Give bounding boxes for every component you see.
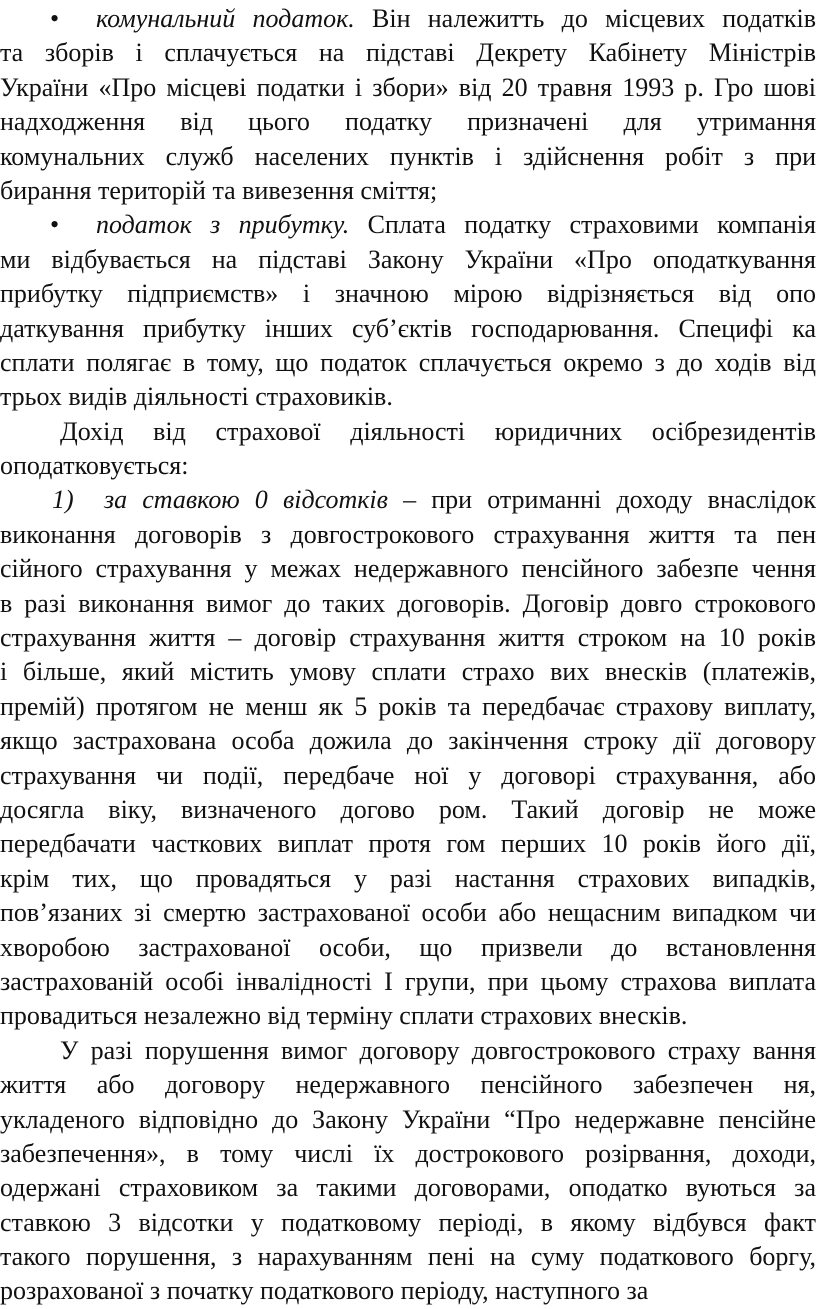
- italic-term: за ставкою 0 відсотків: [103, 485, 388, 515]
- text-line: провадиться незалежно від терміну сплати страхових внесків.: [0, 1001, 688, 1031]
- text-line: ставкою 3 відсотки у податковому періоді, в якому відбувся факт: [0, 1207, 816, 1237]
- text-line: виконання договорів з довгострокового страхування життя та пен: [0, 519, 816, 549]
- text-line: України «Про місцеві податки і збори» від 20 травня 1993 р. Гро шові: [0, 72, 816, 102]
- text-line: даткування прибутку інших суб’єктів господарювання. Специфі ка: [0, 313, 816, 343]
- text-line: хворобою застрахованої особи, що призвели до встановлення: [0, 932, 816, 962]
- bullet-icon: •: [50, 210, 60, 240]
- text-line: прибутку підприємств» і значною мірою відрізняється від опо: [0, 279, 816, 309]
- text-line: якщо застрахована особа дожила до закінчення строку дії договору: [0, 726, 816, 756]
- text-line: в разі виконання вимог до таких договорів. Договір довго строкового: [0, 588, 816, 618]
- text-line: страхування життя – договір страхування життя строком на 10 років: [0, 623, 816, 653]
- text-line: розрахованої з початку податкового періоду, наступного за: [0, 1276, 649, 1306]
- text-line: досягла віку, визначеного догово ром. Такий договір не може: [0, 794, 816, 824]
- text-line: бирання територій та вивезення сміття;: [0, 175, 438, 205]
- text-line: життя або договору недержавного пенсійного забезпечен ня,: [0, 1070, 816, 1100]
- text-line: премій) протягом не менш як 5 років та передбачає страхову виплату,: [0, 691, 816, 721]
- text-line: укладеного відповідно до Закону України “Про недержавне пенсійне: [0, 1104, 816, 1134]
- text-line: одержані страховиком за такими договорами, оподатко вуються за: [0, 1173, 816, 1203]
- text-line: забезпечення», в тому числі їх дострокового розірвання, доходи,: [0, 1138, 816, 1168]
- text-line: • податок з прибутку. Сплата податку страховими компанія: [0, 208, 816, 242]
- text-line: застрахованій особі інвалідності І групи, при цьому страхова виплата: [0, 966, 816, 996]
- list-number: 1): [52, 485, 74, 515]
- text-line: пов’язаних зі смертю застрахованої особи або нещасним випадком чи: [0, 898, 816, 928]
- text-line: трьох видів діяльності страховиків.: [0, 382, 393, 412]
- italic-term: податок з прибутку.: [96, 210, 350, 240]
- text-line: страхування чи події, передбаче ної у договорі страхування, або: [0, 760, 816, 790]
- text-line: 1) за ставкою 0 відсотків – при отриманні доходу внаслідок: [52, 485, 816, 515]
- text-line: комунальних служб населених пунктів і здійснення робіт з при: [0, 141, 816, 171]
- text-line: оподатковується:: [0, 451, 189, 481]
- text-line: такого порушення, з нарахуванням пені на суму податкового боргу,: [0, 1242, 816, 1272]
- text-line: • комунальний податок. Він належитть до місцевих податків: [0, 2, 816, 36]
- italic-term: комунальний податок.: [96, 4, 355, 33]
- text-line: надходження від цього податку призначені для утримання: [0, 107, 816, 137]
- bullet-icon: •: [50, 4, 60, 33]
- text-line: передбачати часткових виплат протя гом перших 10 років його дії,: [0, 829, 816, 859]
- text-line: У разі порушення вимог договору довгострокового страху вання: [60, 1035, 816, 1065]
- text-line: Дохід від страхової діяльності юридичних осібрезидентів: [60, 416, 816, 446]
- text-line: сплати полягає в тому, що податок сплачується окремо з до ходів від: [0, 347, 816, 377]
- text-line: ми відбувається на підставі Закону України «Про оподаткування: [0, 244, 816, 274]
- text-line: та зборів і сплачується на підставі Декрету Кабінету Міністрів: [0, 38, 816, 68]
- text-line: сійного страхування у межах недержавного пенсійного забезпе чення: [0, 554, 816, 584]
- text-line: крім тих, що провадяться у разі настання страхових випадків,: [0, 863, 816, 893]
- text-line: і більше, який містить умову сплати страхо вих внесків (платежів,: [0, 657, 816, 687]
